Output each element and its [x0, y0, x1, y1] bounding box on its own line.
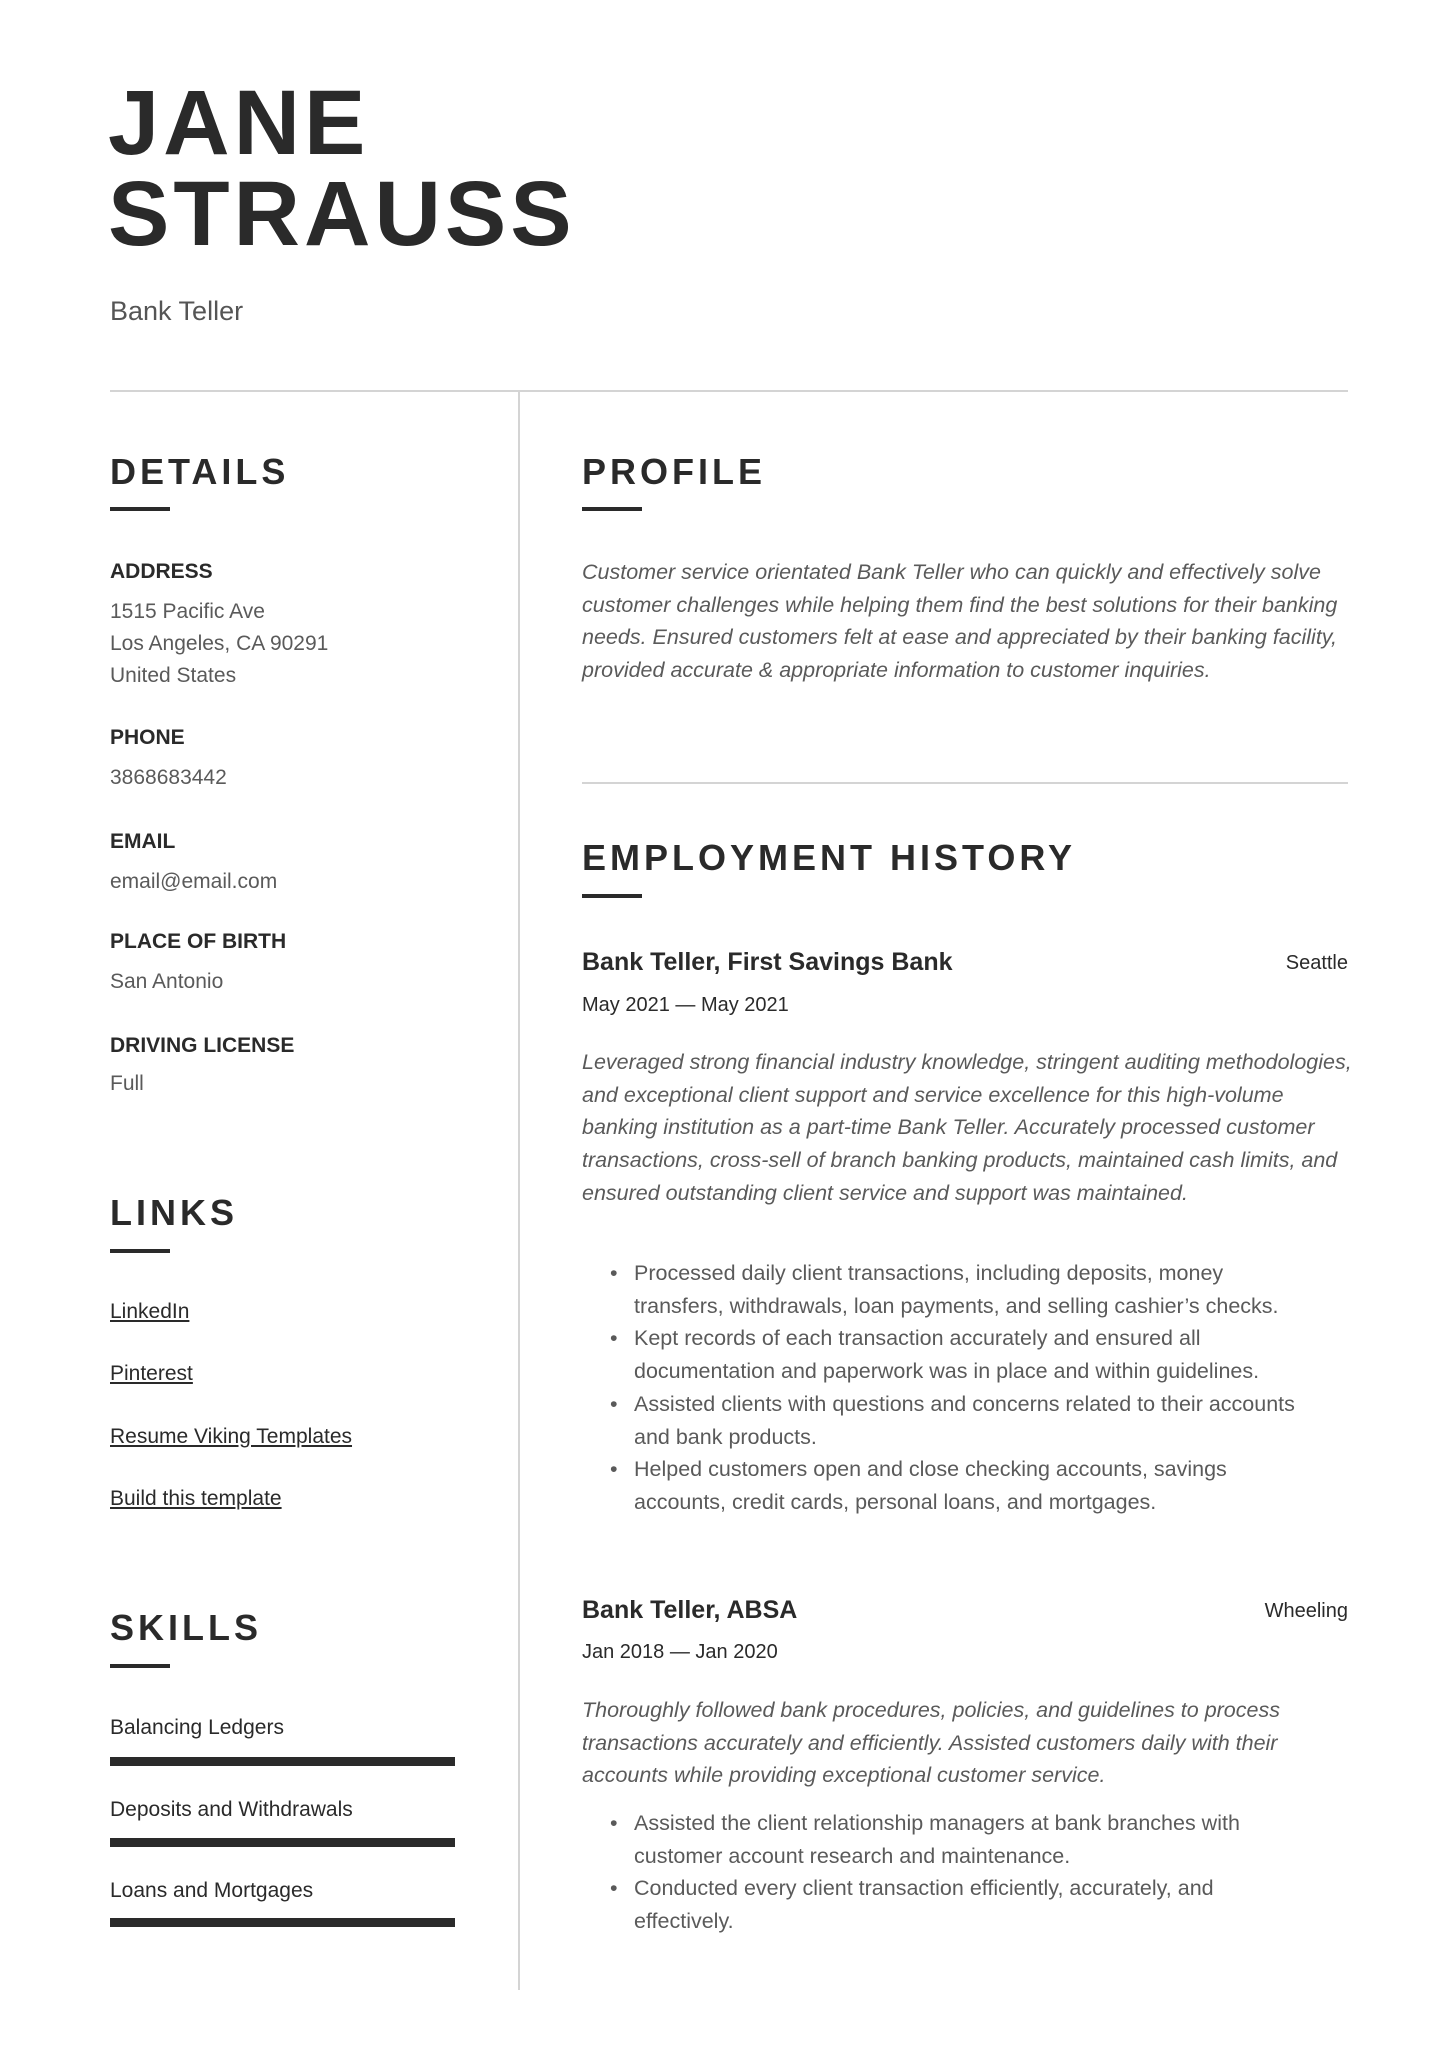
email-value: email@email.com: [110, 870, 278, 893]
skill-name: Deposits and Withdrawals: [110, 1798, 353, 1821]
skill-name: Loans and Mortgages: [110, 1879, 314, 1902]
job-dates: Jan 2018 — Jan 2020: [582, 1641, 778, 1663]
skill-level-bar: [110, 1918, 455, 1927]
bullet-text: Kept records of each transaction accurately and ensured all documentation and paperwork was in place and within guidelines.: [634, 1326, 1260, 1384]
skills-heading: SKILLS: [110, 1607, 263, 1648]
phone-label: PHONE: [110, 726, 185, 749]
section-divider: [582, 782, 1348, 784]
skill-name: Balancing Ledgers: [110, 1716, 284, 1739]
license-section: [110, 1032, 294, 1100]
license-label: DRIVING LICENSE: [110, 1034, 295, 1057]
link-pinterest[interactable]: Pinterest: [110, 1362, 193, 1385]
bullet-icon: •: [610, 1326, 618, 1351]
heading-underline: [110, 507, 170, 511]
header-divider: [110, 390, 1348, 392]
job-bullets: [582, 1257, 1298, 1519]
address-label: ADDRESS: [110, 560, 213, 583]
skill-level-bar: [110, 1838, 455, 1847]
license-value: Full: [110, 1072, 144, 1095]
bullet-text: Assisted clients with questions and concerns related to their accounts and bank products.: [634, 1391, 1295, 1449]
job-description: Leveraged strong financial industry knowledge, stringent auditing methodologies, and exceptional client support and service excellence for this high-volume banking institution as a part-time Bank Teller. Accurately processed customer transactions, cross-sell of branch banking products, maintained cash limits, and ensured outstanding client service and support was maintained.: [582, 1050, 1352, 1205]
job-dates: May 2021 — May 2021: [582, 994, 789, 1016]
phone-section: [110, 724, 227, 794]
address-line: Los Angeles, CA 90291: [110, 632, 329, 655]
first-name: JANE: [108, 72, 370, 174]
list-item: [582, 1807, 1298, 1872]
job-title: Bank Teller, ABSA: [582, 1596, 798, 1624]
address-section: [110, 558, 328, 692]
list-item: [582, 1453, 1298, 1518]
list-item: [582, 1872, 1298, 1937]
job-title: Bank Teller, First Savings Bank: [582, 948, 953, 976]
bullet-text: Helped customers open and close checking accounts, savings accounts, credit cards, personal loans, and mortgages.: [634, 1457, 1227, 1514]
column-divider: [518, 390, 520, 1990]
bullet-text: Processed daily client transactions, including deposits, money transfers, withdrawals, loan payments, and selling cashier’s checks.: [634, 1261, 1279, 1318]
list-item: [582, 1257, 1298, 1322]
job-city: Seattle: [1285, 952, 1348, 974]
bullet-icon: •: [610, 1457, 618, 1482]
candidate-name: [108, 72, 576, 265]
links-heading: LINKS: [110, 1192, 238, 1233]
phone-value: 3868683442: [110, 766, 227, 789]
profile-summary: Customer service orientated Bank Teller who can quickly and effectively solve customer challenges while helping them find the best solutions for their banking needs. Ensured customers felt at ease and appreciated by their banking facility, provided accurate & appropriate information to customer inquiries.: [582, 560, 1338, 683]
email-label: EMAIL: [110, 830, 176, 853]
heading-underline: [582, 894, 642, 898]
heading-underline: [110, 1249, 170, 1253]
job-city: Wheeling: [1264, 1600, 1348, 1622]
birth-value: San Antonio: [110, 970, 224, 993]
job-bullets: [582, 1807, 1298, 1938]
bullet-icon: •: [610, 1876, 618, 1901]
details-heading: DETAILS: [110, 451, 290, 492]
address-line: 1515 Pacific Ave: [110, 600, 265, 623]
bullet-text: Assisted the client relationship managers at bank branches with customer account research and maintenance.: [634, 1811, 1240, 1868]
bullet-icon: •: [610, 1391, 618, 1416]
email-section: [110, 828, 277, 898]
list-item: [582, 1388, 1298, 1453]
last-name: STRAUSS: [108, 163, 576, 265]
bullet-icon: •: [610, 1811, 618, 1835]
skill-level-bar: [110, 1757, 455, 1766]
heading-underline: [110, 1664, 170, 1668]
birth-label: PLACE OF BIRTH: [110, 930, 287, 953]
link-build-template[interactable]: Build this template: [110, 1487, 282, 1510]
link-linkedin[interactable]: LinkedIn: [110, 1300, 190, 1323]
bullet-icon: •: [610, 1261, 618, 1285]
employment-heading: EMPLOYMENT HISTORY: [582, 837, 1077, 878]
link-resume-viking-templates[interactable]: Resume Viking Templates: [110, 1425, 353, 1448]
birth-section: [110, 928, 286, 998]
job-title: Bank Teller: [110, 296, 244, 326]
profile-heading: PROFILE: [582, 451, 767, 492]
bullet-text: Conducted every client transaction efficiently, accurately, and effectively.: [634, 1876, 1214, 1934]
list-item: [582, 1322, 1298, 1387]
address-line: United States: [110, 664, 237, 687]
heading-underline: [582, 507, 642, 511]
job-description: Thoroughly followed bank procedures, policies, and guidelines to process transactions accurately and efficiently. Assisted customers daily with their accounts while providing exceptional customer service.: [582, 1698, 1280, 1788]
